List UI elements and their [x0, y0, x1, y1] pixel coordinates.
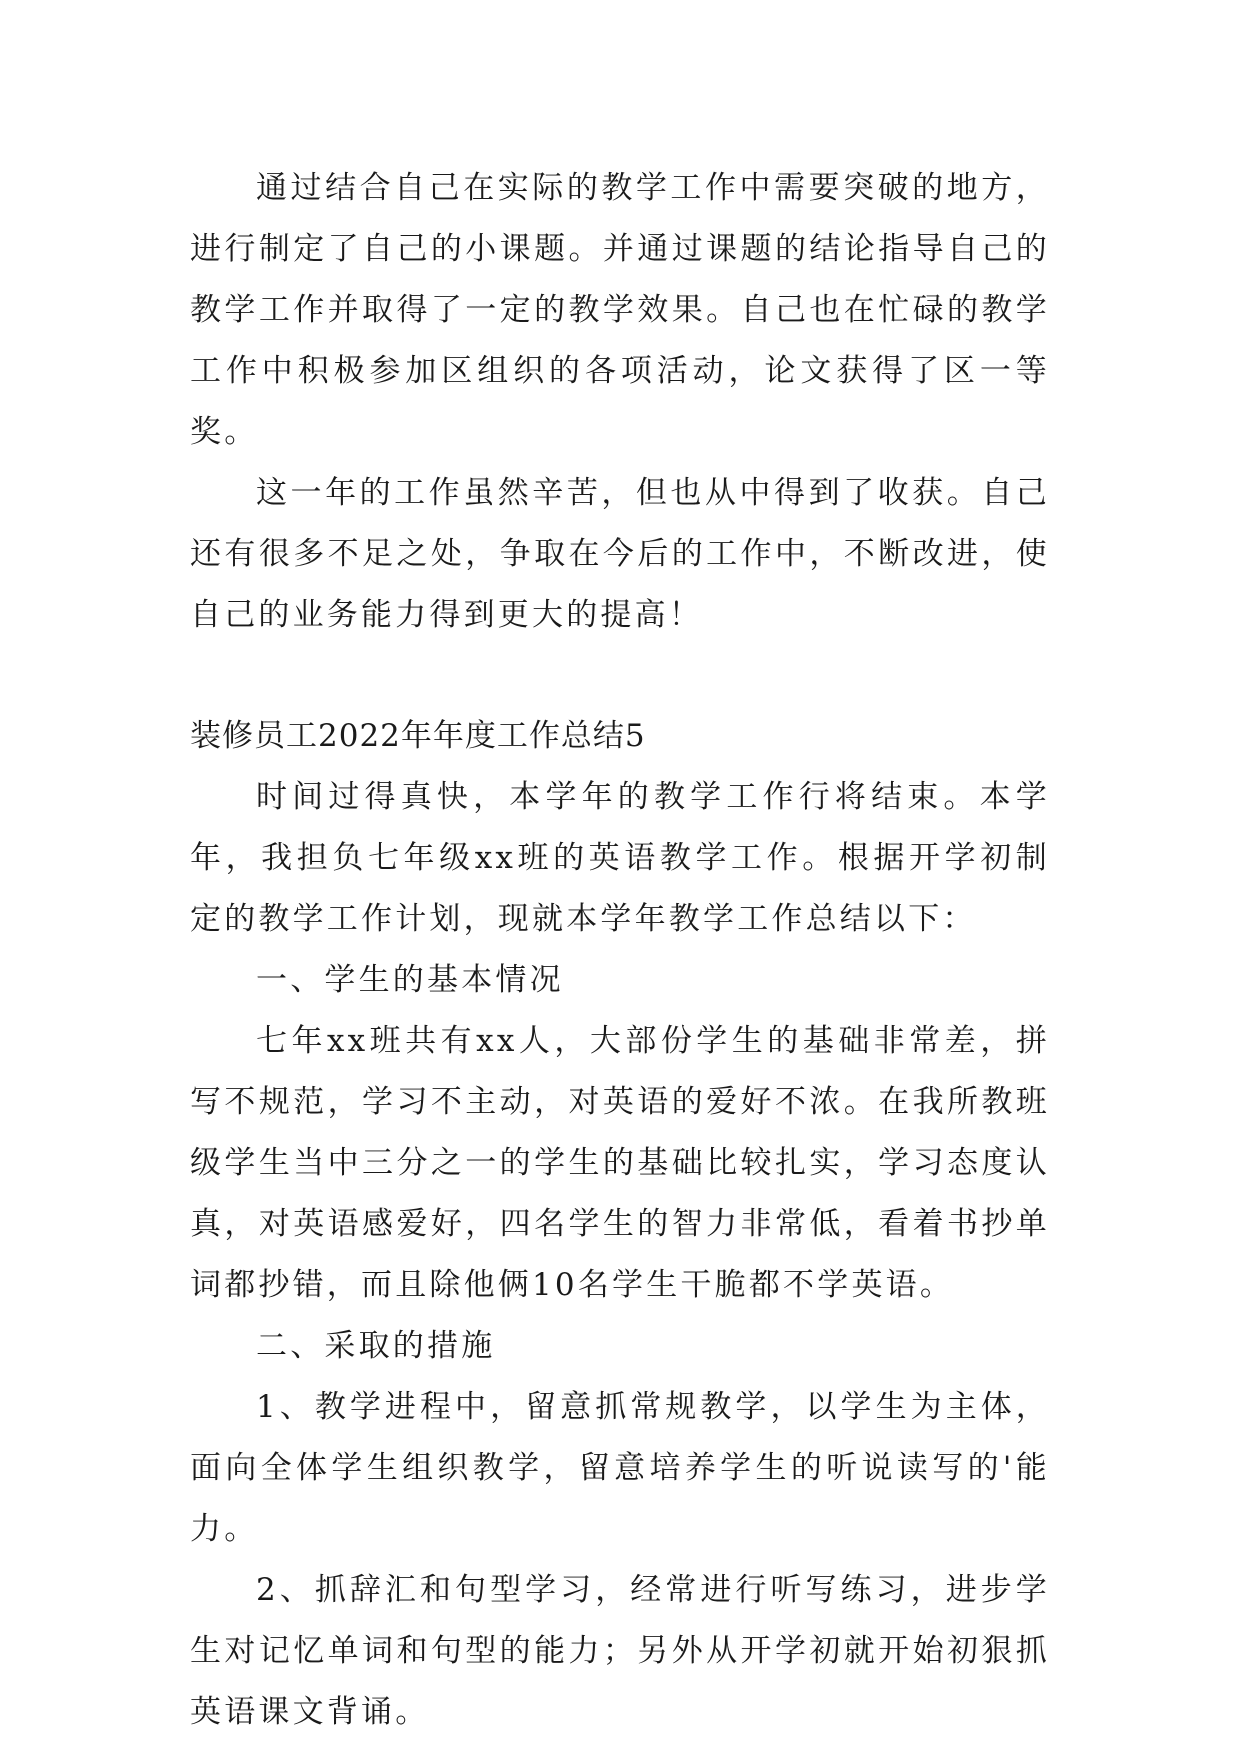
paragraph-intro: 时间过得真快，本学年的教学工作行将结束。本学年，我担负七年级xx班的英语教学工作。根据开学初制定的教学工作计划，现就本学年教学工作总结以下： — [190, 779, 1050, 937]
paragraph-reflection: 这一年的工作虽然辛苦，但也从中得到了收获。自己还有很多不足之处，争取在今后的工作中，不断改进，使自己的业务能力得到更大的提高！ — [190, 475, 1050, 633]
paragraph-measure-1: 1、教学进程中，留意抓常规教学，以学生为主体，面向全体学生组织教学，留意培养学生的听说读写的'能力。 — [190, 1389, 1050, 1547]
heading-measures: 二、采取的措施 — [256, 1328, 496, 1364]
paragraph-student-situation: 七年xx班共有xx人，大部份学生的基础非常差，拼写不规范，学习不主动，对英语的爱好不浓。在我所教班级学生当中三分之一的学生的基础比较扎实，学习态度认真，对英语感爱好，四名学生的智力非常低，看着书抄单词都抄错，而且除他俩10名学生干脆都不学英语。 — [190, 1023, 1050, 1303]
paragraph-measure-2: 2、抓辞汇和句型学习，经常进行听写练习，进步学生对记忆单词和句型的能力；另外从开学初就开始初狠抓英语课文背诵。 — [190, 1572, 1050, 1730]
section-title: 装修员工2022年年度工作总结5 — [190, 718, 646, 754]
document-body — [190, 158, 1050, 1743]
heading-student-situation: 一、学生的基本情况 — [256, 962, 564, 998]
paragraph-research: 通过结合自己在实际的教学工作中需要突破的地方，进行制定了自己的小课题。并通过课题的结论指导自己的教学工作并取得了一定的教学效果。自己也在忙碌的教学工作中积极参加区组织的各项活动，论文获得了区一等奖。 — [190, 170, 1050, 450]
